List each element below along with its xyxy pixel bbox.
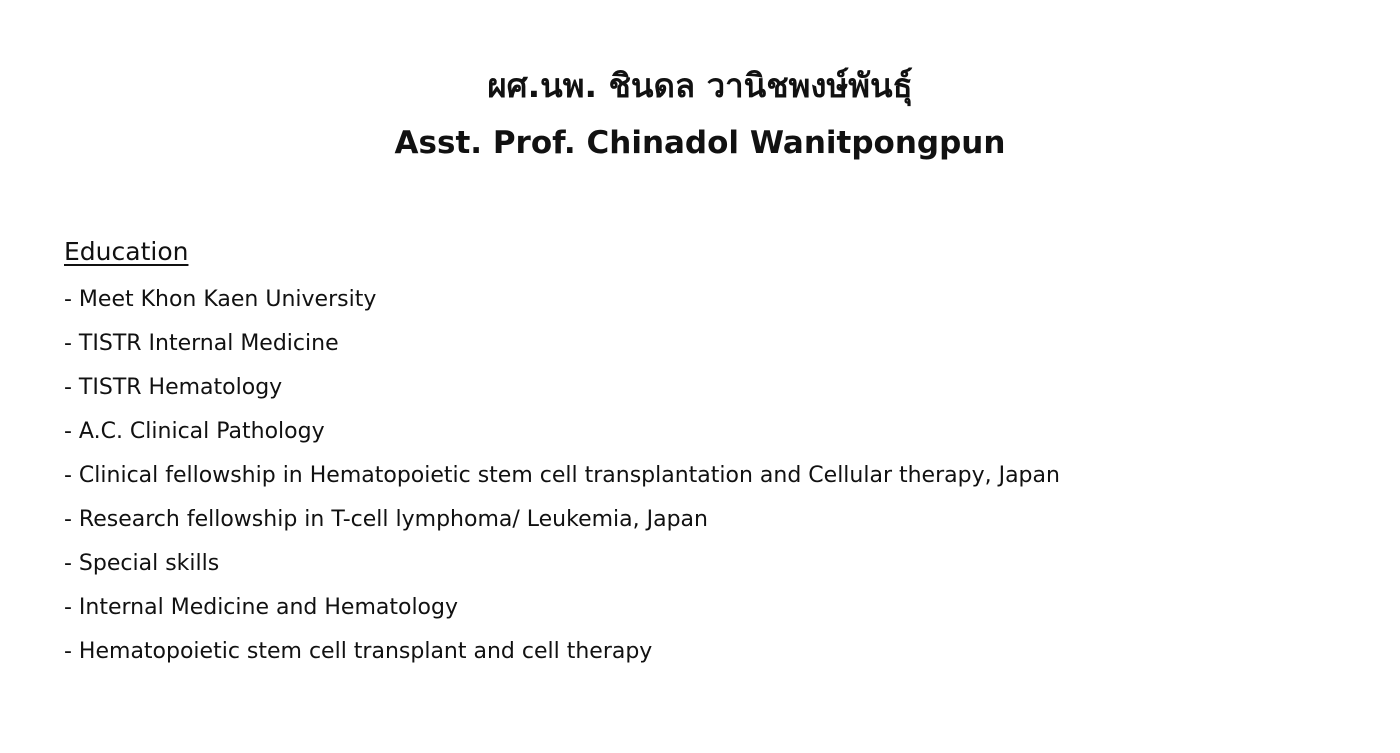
education-item: - Special skills	[64, 551, 220, 576]
education-heading: Education	[64, 237, 189, 266]
education-item: - Hematopoietic stem cell transplant and cell therapy	[64, 639, 653, 664]
education-item: - TISTR Hematology	[64, 375, 283, 400]
name-thai-heading: ผศ.นพ. ชินดล วานิชพงษ์พันธุ์	[487, 66, 913, 105]
education-item: - Clinical fellowship in Hematopoietic stem cell transplantation and Cellular therapy, Japan	[64, 463, 1060, 488]
education-item: - Internal Medicine and Hematology	[64, 595, 459, 620]
education-item: - Research fellowship in T-cell lymphoma/ Leukemia, Japan	[64, 507, 708, 532]
education-section	[64, 232, 1344, 674]
education-item: - TISTR Internal Medicine	[64, 331, 339, 356]
education-list	[64, 278, 1344, 674]
education-item: - A.C. Clinical Pathology	[64, 419, 325, 444]
education-item: - Meet Khon Kaen University	[64, 287, 377, 312]
name-english-heading: Asst. Prof. Chinadol Wanitpongpun	[394, 125, 1006, 161]
